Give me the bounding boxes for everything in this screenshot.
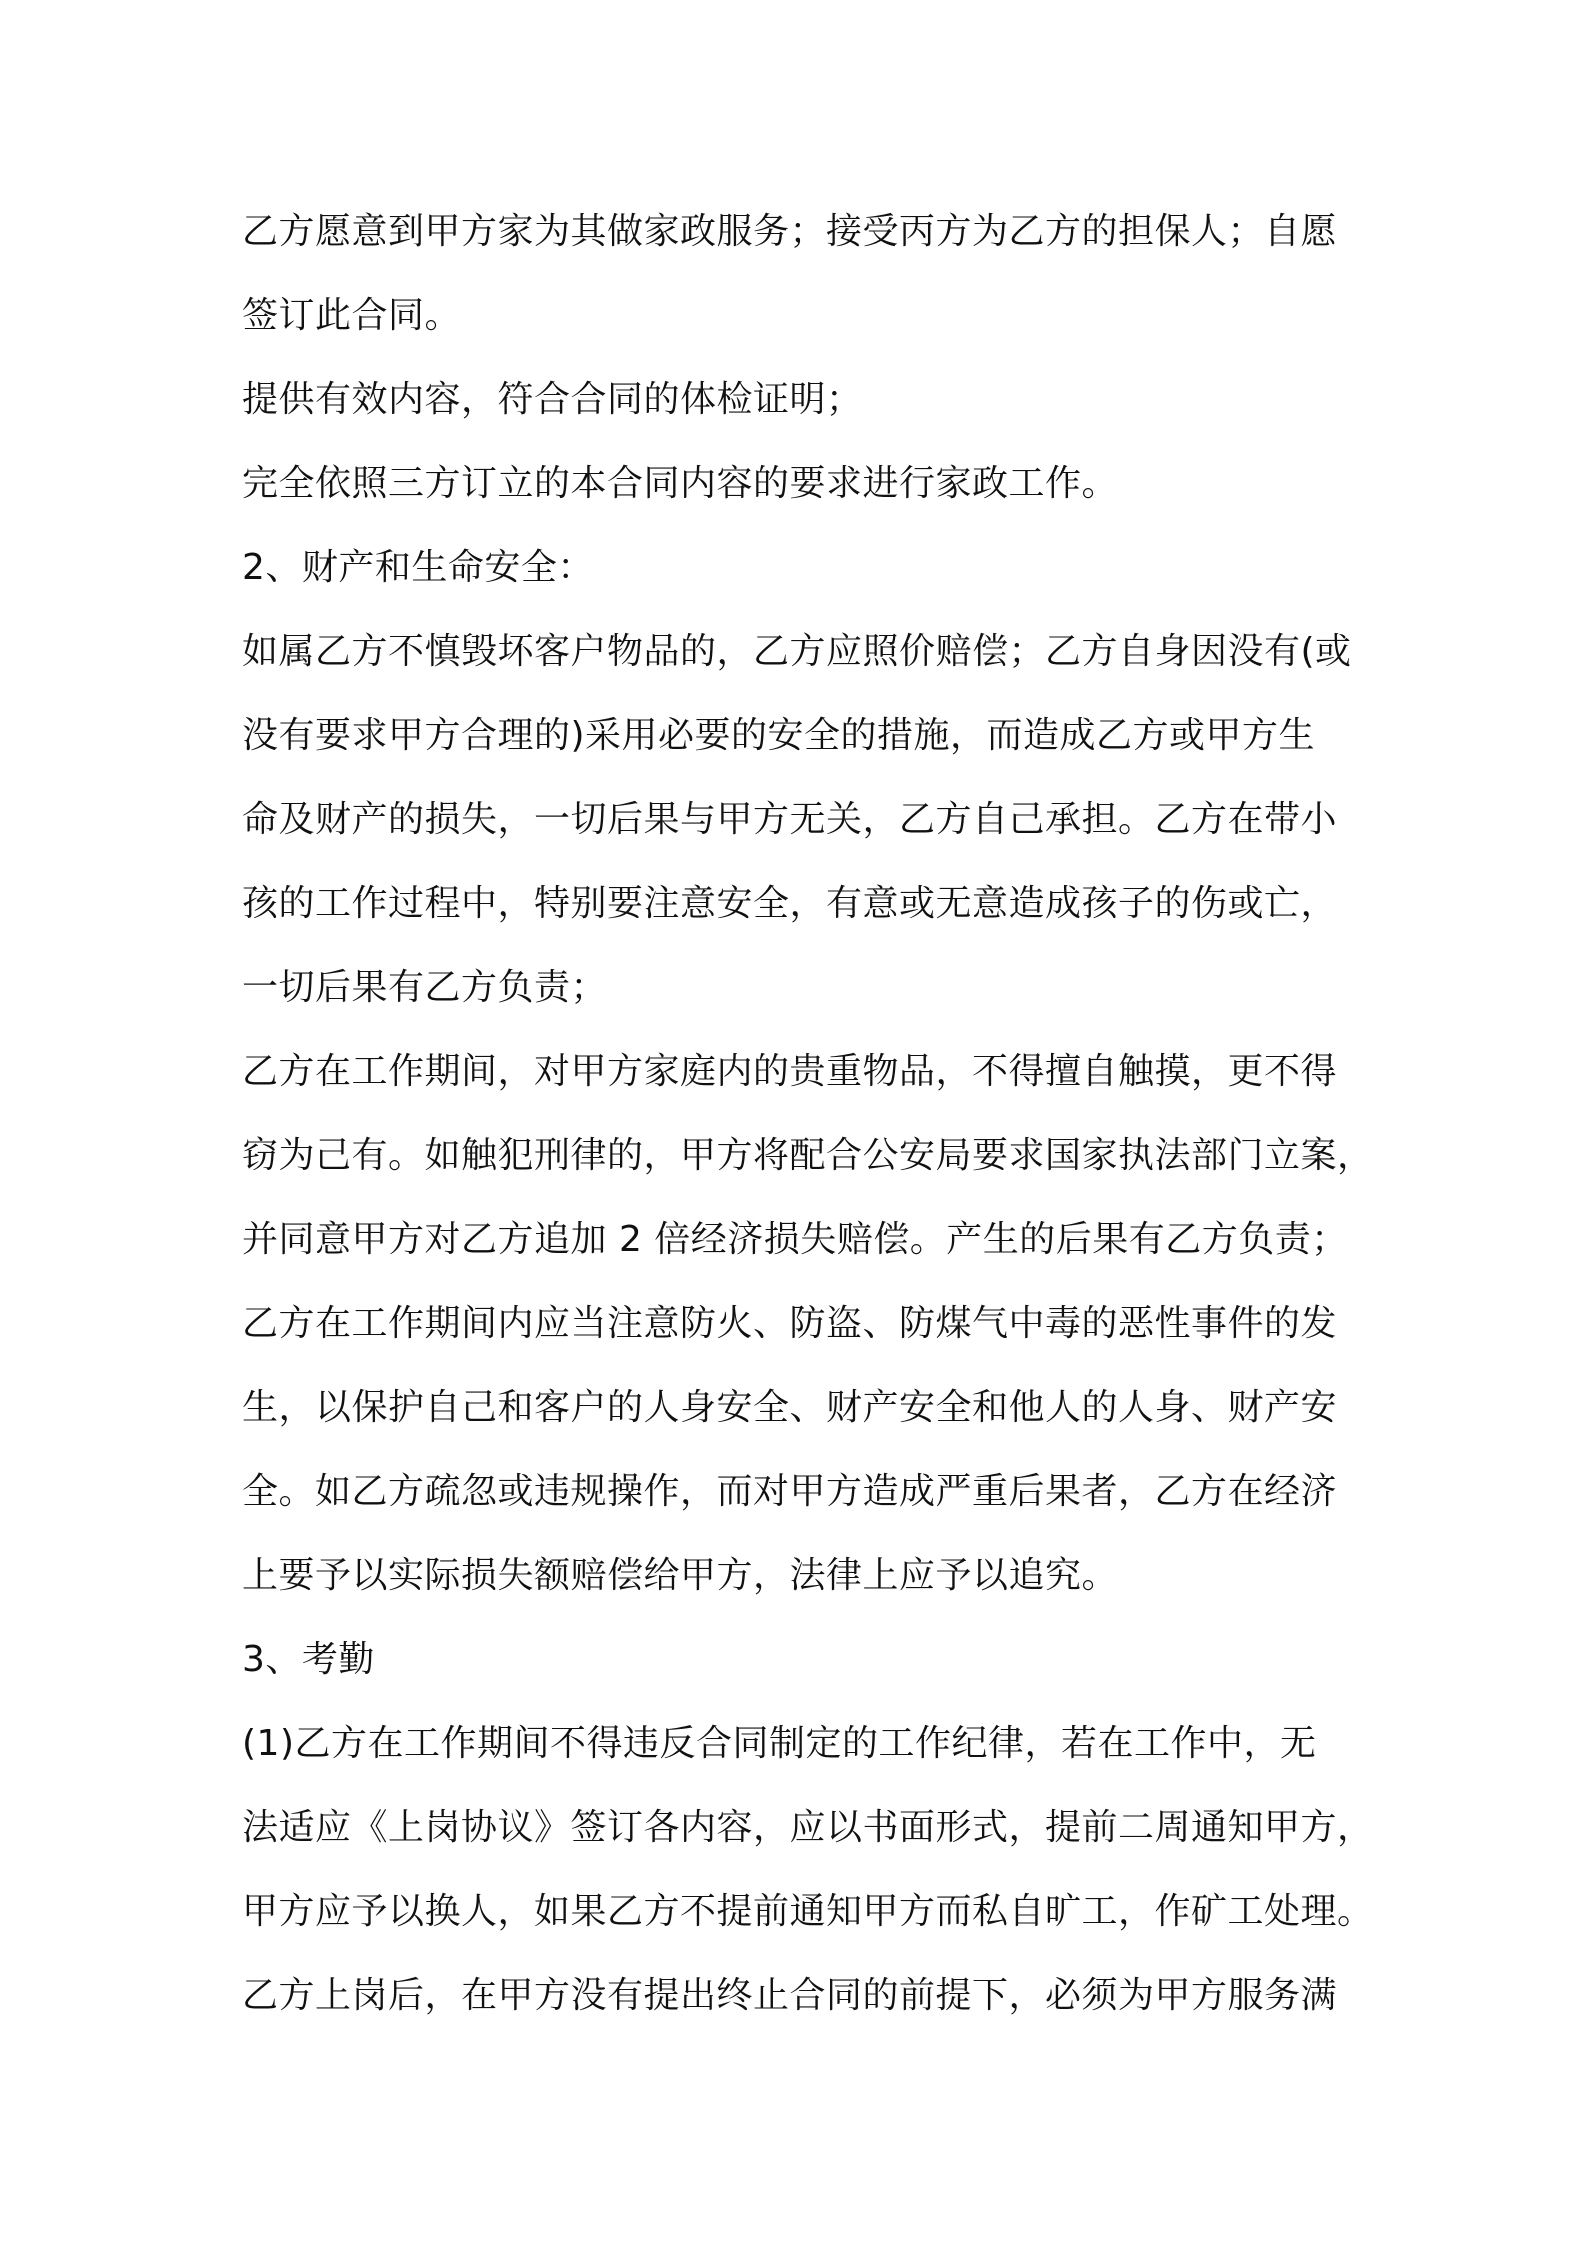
text-line: 乙方在工作期间内应当注意防火、防盗、防煤气中毒的恶性事件的发 [242,1303,1338,1344]
document-body [242,190,1374,2038]
section-heading-attendance: 3、考勤 [242,1639,375,1680]
text-line: 完全依照三方订立的本合同内容的要求进行家政工作。 [242,463,1119,504]
text-line: 命及财产的损失，一切后果与甲方无关，乙方自己承担。乙方在带小 [242,799,1338,840]
text-line: 甲方应予以换人，如果乙方不提前通知甲方而私自旷工，作矿工处理。 [242,1891,1374,1932]
text-line: 上要予以实际损失额赔偿给甲方，法律上应予以追究。 [242,1555,1119,1596]
text-line: 签订此合同。 [242,295,462,336]
section-heading-property-safety: 2、财产和生命安全： [242,547,594,588]
text-line: 窃为己有。如触犯刑律的，甲方将配合公安局要求国家执法部门立案， [242,1135,1374,1176]
text-line: 并同意甲方对乙方追加 2 倍经济损失赔偿。产生的后果有乙方负责； [242,1219,1348,1260]
text-line: 一切后果有乙方负责； [242,967,608,1008]
text-line: 全。如乙方疏忽或违规操作，而对甲方造成严重后果者，乙方在经济 [242,1471,1338,1512]
text-line: 如属乙方不慎毁坏客户物品的，乙方应照价赔偿；乙方自身因没有(或 [242,631,1352,672]
text-line: 没有要求甲方合理的)采用必要的安全的措施，而造成乙方或甲方生 [242,715,1316,756]
text-line: 法适应《上岗协议》签订各内容，应以书面形式，提前二周通知甲方， [242,1807,1374,1848]
text-line: 乙方上岗后，在甲方没有提出终止合同的前提下，必须为甲方服务满 [242,1975,1338,2016]
text-line: 乙方在工作期间，对甲方家庭内的贵重物品，不得擅自触摸，更不得 [242,1051,1338,1092]
text-line: (1)乙方在工作期间不得违反合同制定的工作纪律，若在工作中，无 [242,1723,1317,1764]
text-line: 生，以保护自己和客户的人身安全、财产安全和他人的人身、财产安 [242,1387,1338,1428]
text-line: 乙方愿意到甲方家为其做家政服务；接受丙方为乙方的担保人；自愿 [242,211,1338,252]
text-line: 孩的工作过程中，特别要注意安全，有意或无意造成孩子的伤或亡， [242,883,1338,924]
text-line: 提供有效内容，符合合同的体检证明； [242,379,863,420]
